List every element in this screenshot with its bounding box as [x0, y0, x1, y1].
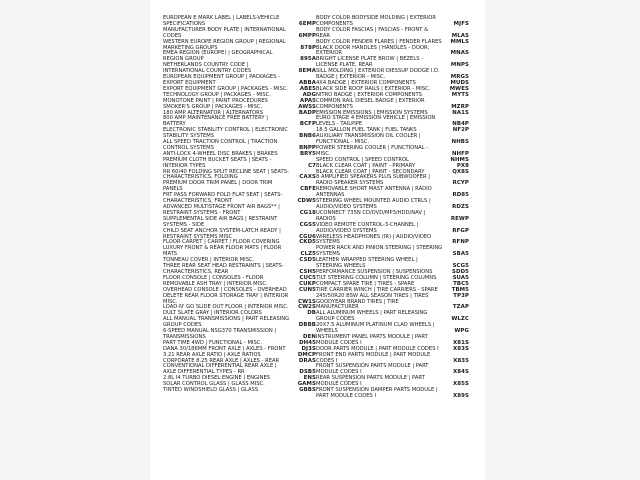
- option-description: BODY COLOR FASCIAS | FASCIAS - FRONT & REAR: [316, 26, 429, 39]
- option-code: X84S: [453, 369, 469, 376]
- option-description: BLACK DOOR HANDLES | HANDLES - DOOR, EXTERIOR: [316, 44, 430, 57]
- option-code: X81S: [453, 339, 469, 346]
- option-code: CSH5: [299, 268, 316, 275]
- option-description: BLACK SIDE ROOF RAILS | EXTERIOR - MISC.: [316, 85, 431, 92]
- option-code: DH45: [299, 339, 316, 346]
- option-code: DB: [307, 310, 316, 317]
- option-description: BLACK CLEAR COAT | PAINT - SECONDARY: [316, 168, 425, 175]
- option-description: 6-SPEED MANUAL NSG370 TRANSMISSION | TRANSMISSIONS: [163, 328, 277, 340]
- option-description: LUXURY FRONT & REAR FLOOR MATS | FLOOR MATS: [163, 245, 282, 258]
- option-code: RCYP: [452, 180, 469, 187]
- option-code: MMLS: [450, 38, 469, 45]
- option-code: NHFP: [451, 150, 469, 157]
- option-description: AUXILIARY TRANSMISSION OIL COOLER | FUNCTIONAL - MISC.: [316, 133, 421, 146]
- option-description: FRONT END PARTS MODULE | PART MODULE CODES I: [316, 351, 431, 364]
- option-description: SMOKER'S GROUP | PACKAGES - MISC.: [163, 103, 263, 110]
- option-code: MJFS: [453, 20, 469, 27]
- option-code: AWSS: [298, 103, 316, 110]
- option-code: ABBA: [299, 79, 316, 86]
- option-description: FLOOR CARPET | CARPET / FLOOR COVERING: [163, 239, 280, 246]
- option-description: FRT PASS FORWARD FOLD FLAT SEAT | SEATS- CHARACTERISTICS, FRONT: [163, 192, 283, 205]
- option-description: CONVENTIONAL DIFFERENTIAL REAR AXLE | AXLE DIFFERENTIAL TYPES - RR: [163, 363, 277, 376]
- option-description: 18.5 GALLON FUEL TANK | FUEL TANKS: [316, 127, 417, 134]
- option-code: BNB6: [299, 133, 316, 140]
- option-row: [163, 388, 316, 394]
- option-description: NITRO BADGE | EXTERIOR COMPONENTS: [316, 91, 422, 98]
- option-code: CUN5: [299, 286, 316, 293]
- option-description: BODY COLOR FENDER FLARES | FENDER FLARES: [316, 38, 442, 45]
- option-row: [316, 99, 469, 111]
- option-code: 6EMP: [298, 20, 316, 27]
- option-description: TECHNOLOGY GROUP | PACKAGES - MISC.: [163, 91, 271, 98]
- option-row: [163, 158, 316, 170]
- option-code: CSD5: [299, 257, 316, 264]
- option-code: CGS5: [299, 221, 316, 228]
- option-code: CGU6: [299, 233, 316, 240]
- option-description: ALL ALUMINUM WHEELS | PART RELEASING GROUP CODES: [316, 310, 428, 323]
- option-code: TBC5: [453, 280, 469, 287]
- option-code: CBFE: [300, 186, 316, 193]
- option-code: BRY5: [299, 150, 316, 157]
- option-description: THREE REAR SEAT HEAD RESTRAINTS | SEATS- CHARACTERISTICS, REAR: [163, 263, 284, 275]
- option-description: SILL MOLDING | EXTERIOR DIESSUP DODGE I.D. BADGE | EXTERIOR - MISC.: [316, 68, 440, 81]
- option-code: SBA5: [452, 251, 469, 258]
- option-description: DELETE REAR FLOOR STORAGE TRAY | INTERIOR MISC.: [163, 292, 289, 305]
- option-description: EMISSION EMISSIONS | EMISSION SYSTEMS: [316, 109, 428, 116]
- option-code: NHBS: [451, 139, 469, 146]
- option-code: C7: [308, 162, 316, 169]
- option-description: 20X7.5 ALUMINUM PLATINUM CLAD WHEELS | WHEELS: [316, 322, 435, 335]
- option-code: MNPS: [450, 62, 469, 69]
- option-description: ELECTRONIC STABILITY CONTROL | ELECTRONIC STABILITY SYSTEMS: [163, 127, 289, 140]
- option-code: BNPP: [299, 144, 316, 151]
- option-code: MRGS: [450, 74, 469, 81]
- option-code: ENS: [303, 375, 316, 382]
- option-code: NA1S: [452, 109, 469, 116]
- option-code: RDZS: [452, 204, 469, 210]
- option-code: TZAP: [452, 304, 469, 311]
- option-code: 895A: [300, 56, 316, 63]
- option-row: [316, 335, 469, 347]
- option-description: LOAD-N' GO SLIDE OUT FLOOR | INTERIOR MISC.: [163, 304, 289, 311]
- option-code: BCFP: [299, 121, 316, 128]
- option-code: X835: [453, 357, 469, 364]
- option-description: ANTI-LOCK 4-WHEEL DISC BRAKES | BRAKES: [163, 150, 278, 157]
- option-description: 800 AMP MAINTENANCE FREE BATTERY | BATTERY: [163, 115, 268, 128]
- option-code: SUA5: [452, 274, 469, 281]
- option-code: CG18: [299, 209, 316, 216]
- option-code: NF2P: [452, 127, 469, 134]
- option-row: [316, 223, 469, 235]
- option-code: CKD5: [299, 239, 316, 246]
- option-description: EURO STAGE 4 EMISSION VEHICLE | EMISSION LEVELS - TAILPIPE: [316, 115, 436, 128]
- option-description: CHILD SEAT ANCHOR SYSTEM-LATCH READY | RESTRAINT SYSTEMS MISC: [163, 227, 281, 240]
- option-description: OVERHEAD CONSOLE | CONSOLES - OVERHEAD: [163, 286, 287, 293]
- option-code: CLZ5: [300, 251, 316, 258]
- option-description: REMOVABLE SHORT MAST ANTENNA | RADIO ANTENNAS: [316, 186, 432, 199]
- option-description: POWER RACK AND PINION STEERING | STEERING SYSTEMS: [316, 245, 443, 258]
- option-description: COMPACT SPARE TIRE | TIRES - SPARE: [316, 280, 415, 287]
- option-description: SPEED CONTROL | SPEED CONTROL: [316, 156, 409, 163]
- option-description: NETHERLANDS COUNTRY CODE | INTERNATIONAL COUNTRY CODES: [163, 62, 252, 75]
- option-description: WESTERN EUROPE REGION GROUP | REGIONAL MARKETING GROUPS: [163, 38, 286, 51]
- option-description: BLACK CLEAR COAT | PAINT - PRIMARY: [316, 162, 416, 169]
- option-description: EMEA REGION (EUROPE) | GEOGRAPHICAL REGION GROUP: [163, 50, 273, 63]
- option-description: TILT STEERING COLUMN | STEERING COLUMNS: [316, 274, 437, 281]
- option-description: SUPPLEMENTAL SIDE AIR BAGS | RESTRAINT SYSTEMS - SIDE: [163, 215, 278, 228]
- option-description: INSTRUMENT PANEL PARTS MODULE | PART MODULE CODES I: [316, 333, 428, 346]
- option-code: 878P: [300, 44, 316, 51]
- option-description: MANUFACTURER BODY PLATE | INTERNATIONAL CODES: [163, 26, 286, 39]
- option-code: NB4P: [452, 121, 469, 128]
- option-description: 2.8L I4 TURBO DIESEL ENGINE | ENGINES: [163, 375, 271, 382]
- option-code: MNAS: [450, 50, 469, 57]
- option-description: SOLAR CONTROL GLASS | GLASS MISC.: [163, 381, 265, 388]
- option-code: PX8: [456, 162, 469, 169]
- option-row: [316, 388, 469, 400]
- option-code: CW1S: [298, 298, 316, 305]
- option-code: X83S: [453, 345, 469, 352]
- option-description: COMMON RAIL DIESEL BADGE | EXTERIOR COMPONENTS: [316, 97, 425, 110]
- option-code: X89S: [453, 393, 469, 399]
- option-row: [163, 28, 316, 40]
- option-description: LEATHER WRAPPED STEERING WHEEL | STEERING WHEELS: [316, 257, 418, 270]
- option-code: MUDS: [450, 79, 469, 86]
- left-option-list: [163, 16, 316, 394]
- option-row: [316, 28, 469, 40]
- option-code: 6MPP: [298, 32, 316, 39]
- option-description: RR 60/40 FOLDING SPLIT RECLINE SEAT | SEATS- CHARACTERISTICS, FOLDING: [163, 168, 289, 181]
- option-code: TP3P: [453, 292, 469, 299]
- option-description: 4X4 BADGE | EXTERIOR COMPONENTS: [316, 79, 416, 86]
- right-option-list: [316, 16, 469, 400]
- option-code: DRAS: [298, 357, 316, 364]
- option-code: DBBB: [298, 322, 316, 329]
- option-code: MYTS: [451, 91, 469, 98]
- option-description: DANA 30/186MM FRONT AXLE | AXLES - FRONT: [163, 345, 286, 352]
- option-code: CUKP: [299, 280, 316, 287]
- option-description: BODY COLOR BODYSIDE MOLDING | EXTERIOR COMPONENTS: [316, 15, 436, 27]
- option-description: EUROPEAN EQUIPMENT GROUP | PACKAGES - EXPORT EQUIPMENT: [163, 74, 280, 86]
- option-code: CAXS: [299, 174, 316, 181]
- option-code: SDD5: [452, 268, 469, 275]
- option-row: [163, 217, 316, 229]
- option-description: VIDEO REMOTE CONTROL-3-CHANNEL | AUDIO/VIDEO SYSTEMS: [316, 221, 419, 234]
- option-code: GAMS: [297, 381, 316, 388]
- option-code: TBM5: [451, 286, 469, 293]
- option-code: CUC5: [299, 274, 316, 281]
- option-description: REMOVABLE ASH TRAY | INTERIOR MISC.: [163, 280, 268, 287]
- option-row: [316, 211, 469, 223]
- option-row: [316, 146, 469, 158]
- option-description: PREMIUM CLOTH BUCKET SEATS | SEATS - INTERIOR TYPES: [163, 156, 272, 169]
- option-description: CORPORATE 8.25 REAR AXLE | AXLES - REAR: [163, 357, 280, 364]
- option-description: BRIGHT LICENSE PLATE BROW | BEZELS - LICENSE PLATE, REAR: [316, 56, 424, 69]
- option-code: NHMS: [450, 156, 469, 163]
- option-description: ADVANCED MULTISTAGE FRONT AIR BAGS** | RESTRAINT SYSTEMS - FRONT: [163, 204, 280, 216]
- option-description: ALL MANUAL TRANSMISSIONS | PART RELEASING GROUP CODES: [163, 316, 290, 329]
- option-description: FRONT SUSPENSION DAMPER PARTS MODULE | PART MODULE CODES I: [316, 387, 438, 399]
- option-code: X85S: [453, 381, 469, 388]
- option-description: FRONT SUSPENSION PARTS MODULE | PART MODULE CODES I: [316, 363, 429, 376]
- option-code: MWES: [449, 85, 469, 92]
- option-code: ABE5: [299, 85, 316, 92]
- option-code: MZRP: [451, 103, 469, 110]
- option-code: SCG5: [452, 263, 469, 270]
- option-description: POWER STEERING COOLER | FUNCTIONAL - MISC.: [316, 144, 429, 157]
- option-description: PART TIME 4WD | FUNCTIONAL - MISC.: [163, 339, 263, 346]
- option-code: DJ3S: [301, 345, 316, 352]
- option-code: RFNP: [452, 239, 469, 246]
- option-description: PERFORMANCE SUSPENSION | SUSPENSIONS: [316, 268, 433, 275]
- option-code: DSB5: [299, 369, 316, 376]
- option-code: ADG: [302, 91, 316, 98]
- option-code: CDW5: [297, 198, 316, 205]
- option-description: DOOR PARTS MODULE | PART MODULE CODES I: [316, 345, 439, 352]
- option-code: REWP: [450, 215, 469, 222]
- option-code: CW2S: [298, 304, 316, 311]
- option-code: APA5: [300, 97, 316, 104]
- option-code: WLZC: [451, 316, 469, 323]
- option-description: WIRELESS HEADPHONES (IR) | AUDIO/VIDEO SYSTEMS: [316, 233, 432, 246]
- page-margin: [485, 0, 640, 480]
- option-description: EUROPEAN E MARK LABEL | LABELS-VEHICLE SPECIFICATIONS: [163, 15, 280, 27]
- option-description: 245/50R20 BSW ALL SEASON TIRES | TIRES: [316, 292, 429, 299]
- option-description: TIRE CARRIER WINCH | TIRE CARRIERS - SPARE: [316, 286, 438, 293]
- option-description: ALL SPEED TRACTION CONTROL | TRACTION CONTROL SYSTEMS: [163, 139, 278, 151]
- option-description: REAR SUSPENSION PARTS MODULE | PART MODULE CODES I: [316, 375, 425, 388]
- option-code: QX8S: [452, 168, 469, 175]
- option-description: EXPORT EQUIPMENT GROUP | PACKAGES - MISC.: [163, 85, 289, 92]
- option-code: 8EMA: [298, 68, 316, 75]
- option-code: RFGP: [452, 227, 469, 234]
- option-code: DMCP: [297, 351, 316, 358]
- option-description: FLOOR CONSOLE | CONSOLES - FLOOR: [163, 274, 264, 281]
- option-description: DULT SLATE GRAY | INTERIOR COLORS: [163, 310, 262, 317]
- option-code: DEN: [303, 333, 316, 340]
- option-code: RD85: [452, 192, 469, 199]
- option-code: GBBS: [299, 387, 316, 394]
- option-description: 8 AMPLIFIED SPEAKERS PLUS SUBWOOFER | RADIO SPEAKER SYSTEMS: [316, 174, 430, 187]
- option-description: GOODYEAR BRAND TIRES | TIRE MANUFACTURER: [316, 298, 399, 311]
- option-code: WPG: [454, 328, 469, 335]
- option-code: BADP: [298, 109, 316, 116]
- option-description: PREMIUM DOOR TRIM PANEL | DOOR TRIM PANELS: [163, 180, 273, 193]
- option-description: TONNEAU COVER | INTERIOR MISC.: [163, 257, 255, 264]
- option-description: STEERING WHEEL MOUNTED AUDIO CTRLS | AUDIO/VIDEO SYSTEMS: [316, 198, 431, 210]
- option-description: MONOTONE PAINT | PAINT PROCEDURES: [163, 97, 268, 104]
- option-description: UCONNECT 735N CD/DVD/MP3/HDD/NAV | RADIOS: [316, 209, 426, 222]
- option-description: 3.21 REAR AXLE RATIO | AXLE RATIOS: [163, 351, 261, 358]
- option-description: TINTED WINDSHIELD GLASS | GLASS: [163, 387, 259, 394]
- option-description: 180 AMP ALTERNATOR | ALTERNATORS: [163, 109, 264, 116]
- option-code: MLAS: [451, 32, 469, 39]
